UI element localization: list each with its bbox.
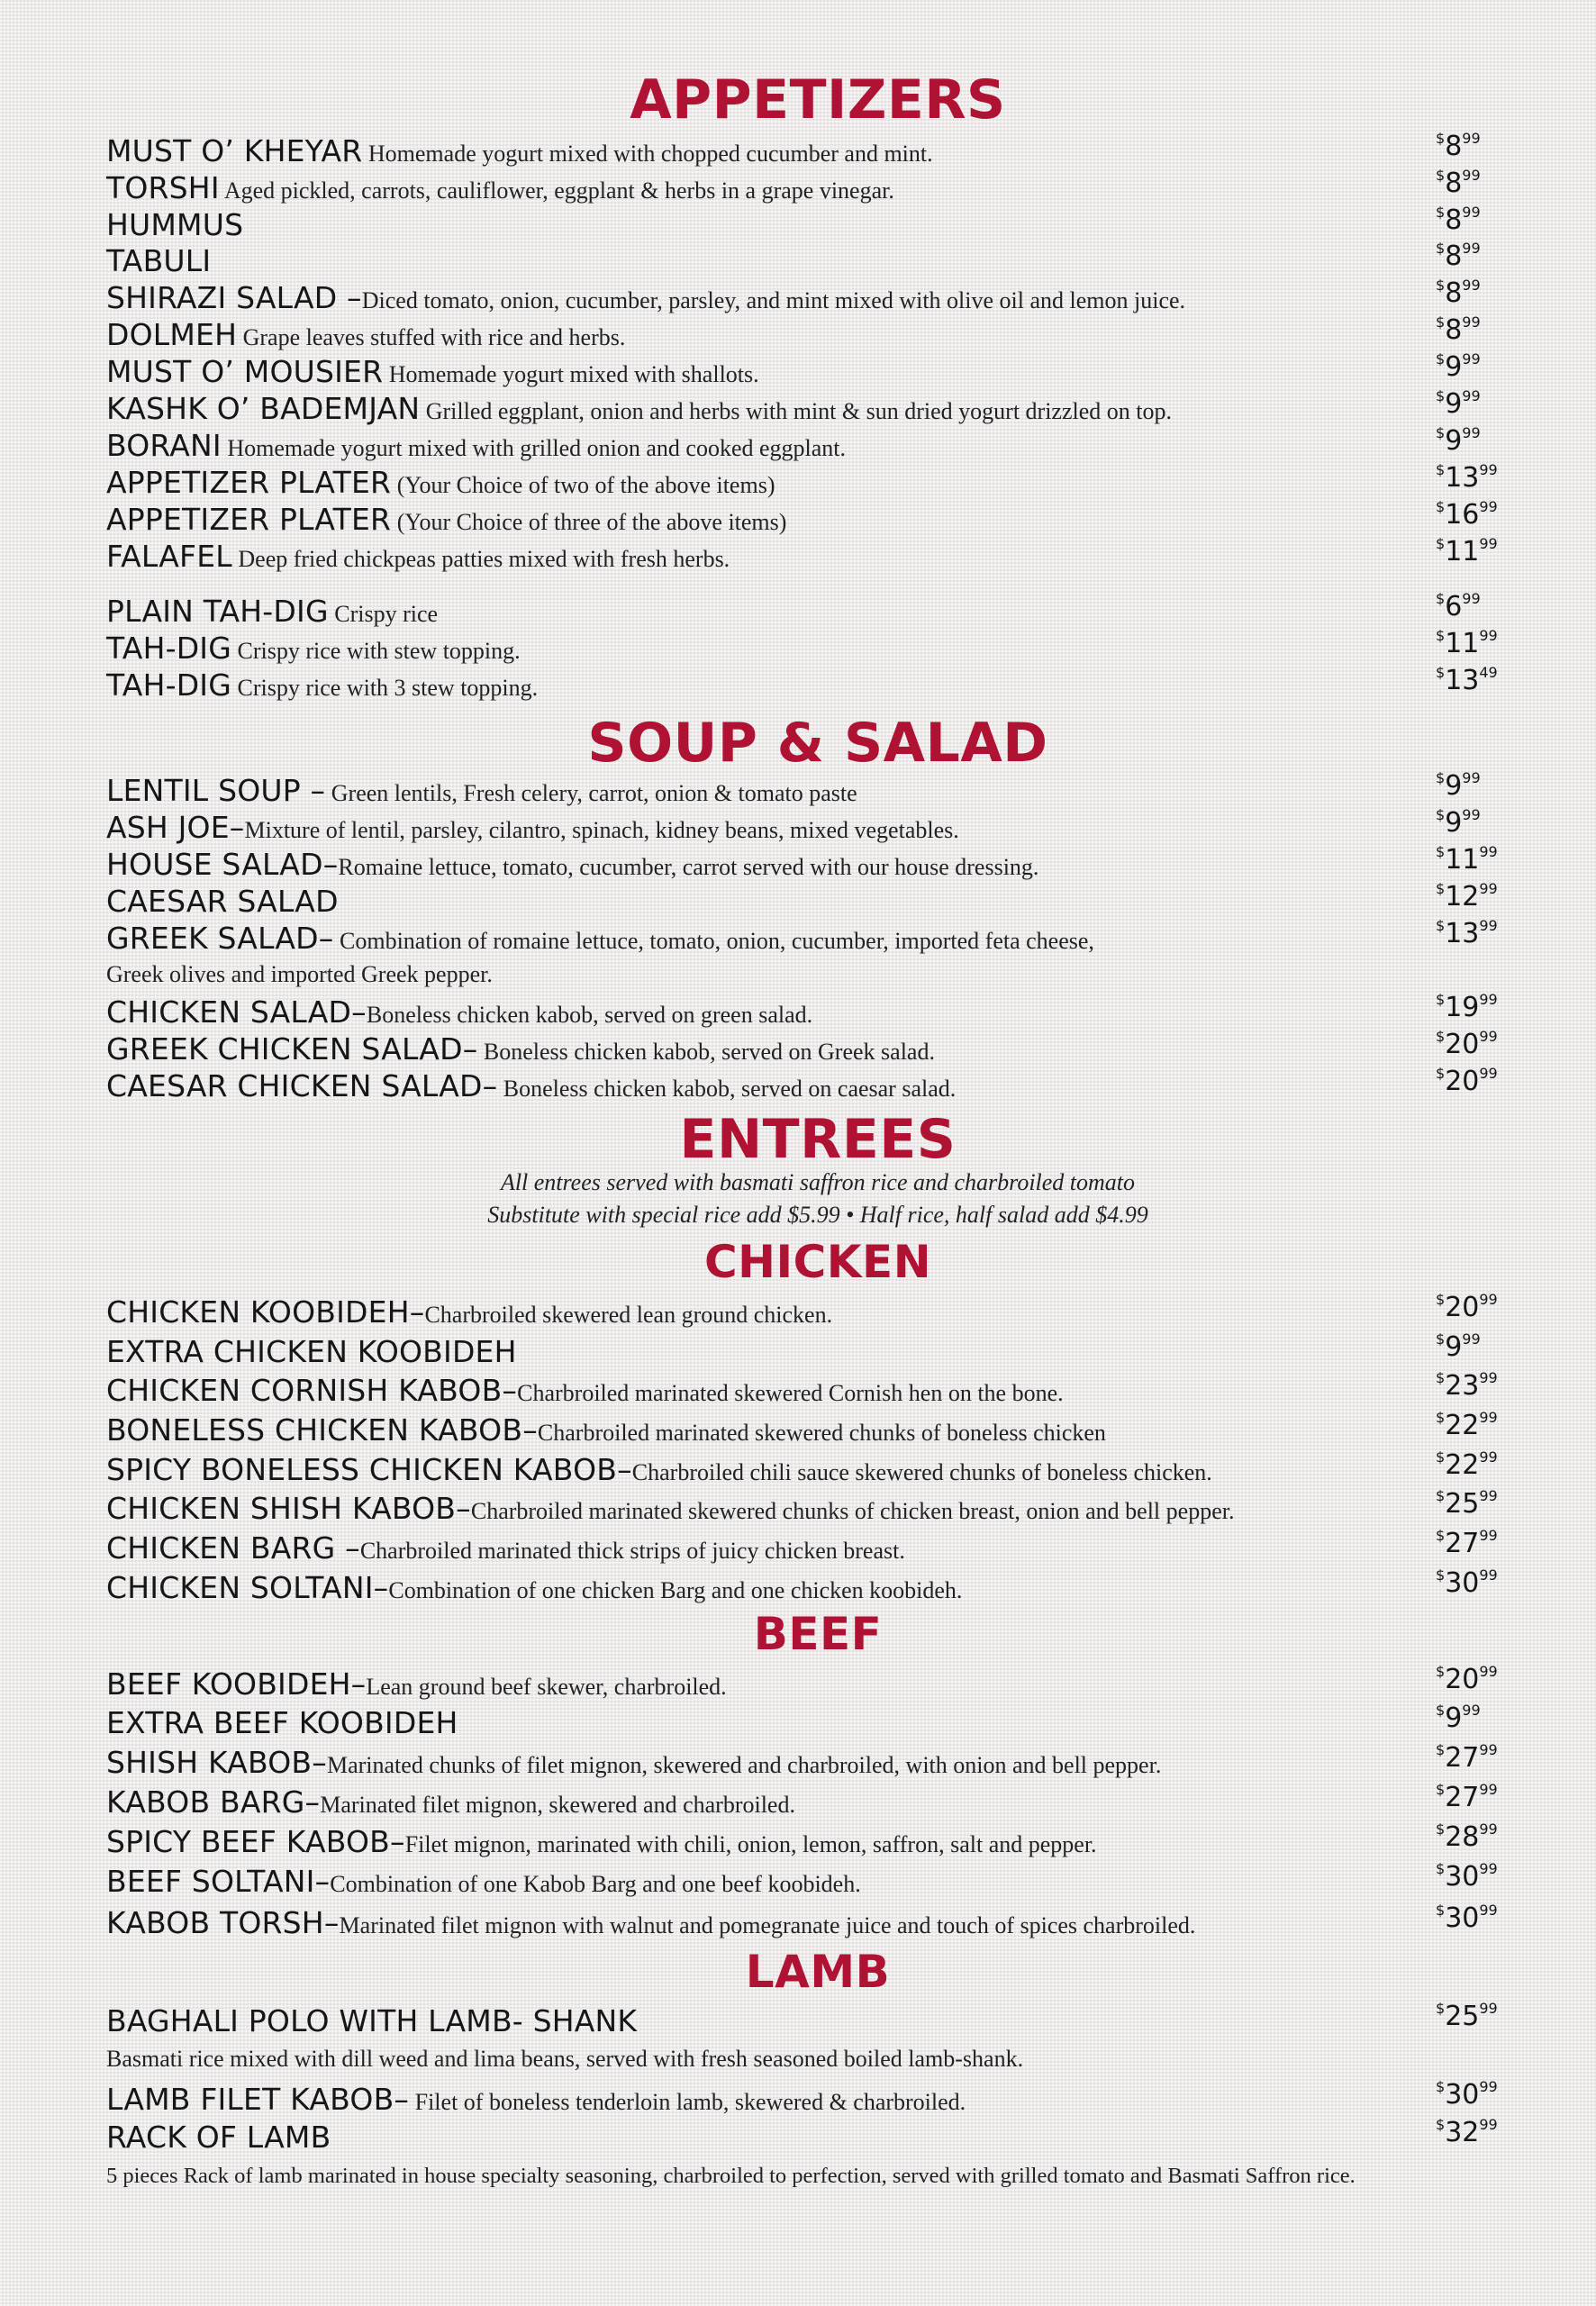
item-name: HOUSE SALAD–: [106, 847, 339, 882]
item-price: $^{\$}6^{99}$: [1436, 590, 1481, 622]
menu-item: [106, 1028, 1520, 1067]
item-desc: Filet mignon, marinated with chili, onion, lemon, saffron, salt and pepper.: [404, 1831, 1097, 1857]
item-price: $^{\$}13^{49}$: [1436, 664, 1498, 696]
item-name: CHICKEN KOOBIDEH–: [106, 1294, 425, 1330]
menu-item: [106, 2078, 1520, 2118]
item-name: EXTRA CHICKEN KOOBIDEH: [106, 1334, 517, 1369]
item-desc: Crispy rice with 3 stew topping.: [231, 675, 539, 701]
menu-item: [106, 387, 1520, 427]
item-desc: Marinated chunks of filet mignon, skewered and charbroiled, with onion and bell pepper.: [326, 1752, 1162, 1778]
item-name: CHICKEN SALAD–: [106, 994, 367, 1030]
item-price: $^{\$}27^{99}$: [1436, 1781, 1498, 1813]
item-desc: Combination of one Kabob Barg and one beef koobideh.: [330, 1871, 861, 1897]
item-name: APPETIZER PLATER: [106, 502, 392, 537]
item-name: LAMB FILET KABOB–: [106, 2082, 410, 2117]
item-price: $^{\$}20^{99}$: [1436, 1291, 1498, 1323]
menu-item: [106, 1902, 1520, 1941]
item-desc: Charbroiled skewered lean ground chicken.: [424, 1302, 833, 1328]
item-name: SPICY BONELESS CHICKEN KABOB–: [106, 1452, 632, 1487]
item-name: ASH JOE–: [106, 810, 245, 845]
item-desc: Marinated filet mignon with walnut and pomegranate juice and touch of spices charbroiled.: [339, 1912, 1196, 1938]
item-price: $^{\$}22^{99}$: [1436, 1448, 1498, 1481]
item-desc: (Your Choice of three of the above items): [391, 509, 787, 535]
item-desc: Filet of boneless tenderloin lamb, skewered & charbroiled.: [409, 2089, 966, 2115]
item-desc: Charbroiled marinated thick strips of juicy chicken breast.: [359, 1538, 905, 1564]
menu-item: [106, 917, 1520, 957]
menu-item: [106, 350, 1520, 390]
item-price: $^{\$}8^{99}$: [1436, 130, 1481, 162]
item-name: APPETIZER PLATER: [106, 465, 392, 500]
item-desc: Charbroiled marinated skewered chunks of boneless chicken: [537, 1420, 1106, 1446]
item-price: $^{\$}11^{99}$: [1436, 627, 1498, 659]
item-desc: (Your Choice of two of the above items): [391, 472, 775, 498]
item-name: CAESAR SALAD: [106, 884, 339, 919]
item-price: $^{\$}16^{99}$: [1436, 498, 1498, 531]
item-price: $^{\$}28^{99}$: [1436, 1820, 1498, 1853]
item-price: $^{\$}8^{99}$: [1436, 240, 1481, 272]
item-desc: Combination of one chicken Barg and one chicken koobideh.: [388, 1577, 963, 1603]
item-price: $^{\$}8^{99}$: [1436, 313, 1481, 346]
item-desc: Marinated filet mignon, skewered and charbroiled.: [320, 1792, 795, 1818]
item-name: KABOB BARG–: [106, 1784, 321, 1820]
menu-item: [106, 240, 1520, 279]
item-name: HUMMUS: [106, 207, 244, 242]
item-price: $^{\$}11^{99}$: [1436, 843, 1498, 876]
item-price: $^{\$}9^{99}$: [1436, 769, 1481, 802]
menu-item: [106, 880, 1520, 920]
item-desc: Deep fried chickpeas patties mixed with fresh herbs.: [231, 546, 730, 572]
menu-item: [106, 843, 1520, 883]
item-price: $^{\$}25^{99}$: [1436, 2000, 1498, 2032]
item-desc: Crispy rice: [328, 601, 439, 627]
menu-item: [106, 1330, 1520, 1370]
menu-item: [106, 627, 1520, 667]
item-desc: Diced tomato, onion, cucumber, parsley, and mint mixed with olive oil and lemon juice.: [361, 287, 1186, 313]
item-desc: Homemade yogurt mixed with chopped cucumber and mint.: [362, 141, 933, 167]
menu-item: [106, 1291, 1520, 1330]
menu-item: [106, 1369, 1520, 1409]
item-name: GREEK SALAD–: [106, 921, 334, 956]
item-desc: Lean ground beef skewer, charbroiled.: [366, 1674, 727, 1700]
menu-item: [106, 277, 1520, 316]
item-name: CHICKEN CORNISH KABOB–: [106, 1373, 518, 1408]
item-desc: Boneless chicken kabob, served on green salad.: [366, 1002, 813, 1028]
item-price: $^{\$}22^{99}$: [1436, 1409, 1498, 1441]
menu-item: [106, 535, 1520, 575]
item-price: $^{\$}30^{99}$: [1436, 2078, 1498, 2111]
menu-item: [106, 424, 1520, 464]
menu-item: [106, 2116, 1520, 2156]
beef-heading: BEEF: [753, 1608, 883, 1660]
menu-item: [106, 461, 1520, 501]
item-price: $^{\$}9^{99}$: [1436, 424, 1481, 457]
item-desc: Mixture of lentil, parsley, cilantro, spinach, kidney beans, mixed vegetables.: [244, 817, 959, 843]
menu-item: [106, 1487, 1520, 1527]
item-name: SHISH KABOB–: [106, 1745, 327, 1780]
item-price: $^{\$}23^{99}$: [1436, 1369, 1498, 1402]
item-name: FALAFEL: [106, 539, 232, 574]
item-name: DOLMEH: [106, 317, 238, 352]
item-desc: Grilled eggplant, onion and herbs with mint & sun dried yogurt drizzled on top.: [420, 398, 1172, 424]
menu-item: [106, 1409, 1520, 1448]
item-price: $^{\$}20^{99}$: [1436, 1065, 1498, 1097]
item-desc: Charbroiled chili sauce skewered chunks of boneless chicken.: [631, 1459, 1212, 1485]
item-price: $^{\$}13^{99}$: [1436, 917, 1498, 949]
item-desc: Homemade yogurt mixed with grilled onion and cooked eggplant.: [221, 435, 847, 461]
item-price: $^{\$}30^{99}$: [1436, 1902, 1498, 1934]
menu-item: [106, 313, 1520, 353]
item-price: $^{\$}9^{99}$: [1436, 1702, 1481, 1734]
item-price: $^{\$}11^{99}$: [1436, 535, 1498, 567]
item-name: MUST O’ KHEYAR: [106, 133, 363, 168]
item-desc: Charbroiled marinated skewered Cornish hen on the bone.: [517, 1380, 1064, 1406]
item-name: TORSHI: [106, 170, 220, 205]
item-name: BEEF SOLTANI–: [106, 1864, 331, 1899]
item-name: TABULI: [106, 243, 212, 278]
item-name: RACK OF LAMB: [106, 2120, 331, 2155]
item-price: $^{\$}32^{99}$: [1436, 2116, 1498, 2148]
item-name: EXTRA BEEF KOOBIDEH: [106, 1705, 458, 1740]
menu-item: [106, 1448, 1520, 1488]
appetizers-heading: APPETIZERS: [630, 68, 1006, 132]
item-name: CHICKEN SOLTANI–: [106, 1570, 389, 1605]
menu-item: [106, 1741, 1520, 1781]
item-desc: Homemade yogurt mixed with shallots.: [383, 361, 759, 387]
item-desc: Charbroiled marinated skewered chunks of chicken breast, onion and bell pepper.: [470, 1498, 1235, 1524]
item-price: $^{\$}9^{99}$: [1436, 350, 1481, 383]
item-name: PLAIN TAH-DIG: [106, 594, 329, 629]
menu-item: [106, 991, 1520, 1030]
entrees-note: All entrees served with basmati saffron rice and charbroiled tomato: [500, 1169, 1136, 1195]
item-desc: Aged pickled, carrots, cauliflower, eggplant & herbs in a grape vinegar.: [219, 177, 894, 204]
lamb-heading: LAMB: [745, 1946, 891, 1998]
menu-item: [106, 1702, 1520, 1741]
item-price: $^{\$}8^{99}$: [1436, 167, 1481, 199]
item-name: BONELESS CHICKEN KABOB–: [106, 1412, 538, 1448]
item-desc: Green lentils, Fresh celery, carrot, onion & tomato paste: [325, 780, 857, 806]
item-price: $^{\$}19^{99}$: [1436, 991, 1498, 1023]
menu-item: [106, 130, 1520, 169]
item-name: TAH-DIG: [106, 631, 232, 666]
item-name: BORANI: [106, 428, 222, 463]
item-name: CAESAR CHICKEN SALAD–: [106, 1068, 498, 1103]
item-name: TAH-DIG: [106, 667, 232, 703]
item-name: SPICY BEEF KABOB–: [106, 1824, 405, 1859]
item-name: GREEK CHICKEN SALAD–: [106, 1031, 478, 1067]
item-desc-continued: Basmati rice mixed with dill weed and lima beans, served with fresh seasoned boiled lamb-shank.: [106, 2046, 1024, 2072]
item-name: CHICKEN SHISH KABOB–: [106, 1491, 471, 1526]
item-price: $^{\$}12^{99}$: [1436, 880, 1498, 912]
item-price: $^{\$}13^{99}$: [1436, 461, 1498, 494]
entrees-heading: ENTREES: [679, 1108, 957, 1171]
menu-item: [106, 1781, 1520, 1820]
item-price: $^{\$}9^{99}$: [1436, 806, 1481, 839]
item-name: KABOB TORSH–: [106, 1905, 340, 1940]
item-price: $^{\$}30^{99}$: [1436, 1860, 1498, 1893]
item-price: $^{\$}30^{99}$: [1436, 1566, 1498, 1599]
item-desc-continued: Greek olives and imported Greek pepper.: [106, 961, 493, 987]
item-name: MUST O’ MOUSIER: [106, 354, 384, 389]
item-desc: Boneless chicken kabob, served on Greek salad.: [477, 1039, 935, 1065]
item-desc: Romaine lettuce, tomato, cucumber, carrot served with our house dressing.: [338, 854, 1039, 880]
item-price: $^{\$}8^{99}$: [1436, 204, 1481, 236]
item-price: $^{\$}8^{99}$: [1436, 277, 1481, 309]
item-desc: Grape leaves stuffed with rice and herbs.: [237, 324, 626, 350]
item-price: $^{\$}25^{99}$: [1436, 1487, 1498, 1520]
menu-item: [106, 806, 1520, 846]
item-price: $^{\$}20^{99}$: [1436, 1663, 1498, 1695]
soup-salad-heading: SOUP & SALAD: [587, 712, 1048, 775]
menu-item: [106, 1663, 1520, 1702]
menu-item: [106, 1566, 1520, 1606]
item-name: KASHK O’ BADEMJAN: [106, 391, 421, 426]
menu-item: [106, 1527, 1520, 1566]
entrees-note: Substitute with special rice add $5.99 • Half rice, half salad add $4.99: [487, 1202, 1148, 1228]
menu-item: [106, 2000, 1520, 2039]
item-price: $^{\$}20^{99}$: [1436, 1028, 1498, 1060]
item-name: LENTIL SOUP –: [106, 773, 326, 808]
chicken-heading: CHICKEN: [703, 1236, 932, 1288]
item-price: $^{\$}27^{99}$: [1436, 1527, 1498, 1559]
menu-item: [106, 204, 1520, 243]
menu-item: [106, 590, 1520, 630]
menu-item: [106, 167, 1520, 206]
item-desc-continued: 5 pieces Rack of lamb marinated in house specialty seasoning, charbroiled to perfection, served with grilled tomato and Basmati Saffron rice.: [106, 2164, 1356, 2188]
item-name: CHICKEN BARG –: [106, 1530, 360, 1566]
item-price: $^{\$}9^{99}$: [1436, 387, 1481, 420]
menu-item: [106, 498, 1520, 538]
item-price: $^{\$}27^{99}$: [1436, 1741, 1498, 1774]
item-desc: Boneless chicken kabob, served on caesar salad.: [497, 1076, 957, 1102]
menu-item: [106, 769, 1520, 809]
menu-item: [106, 1065, 1520, 1104]
menu-item: [106, 1860, 1520, 1900]
item-name: BEEF KOOBIDEH–: [106, 1666, 367, 1702]
item-desc: Crispy rice with stew topping.: [231, 638, 521, 664]
item-name: BAGHALI POLO WITH LAMB- SHANK: [106, 2003, 638, 2038]
item-desc: Combination of romaine lettuce, tomato, onion, cucumber, imported feta cheese,: [333, 928, 1094, 954]
menu-item: [106, 1820, 1520, 1860]
item-name: SHIRAZI SALAD –: [106, 280, 362, 315]
item-price: $^{\$}9^{99}$: [1436, 1330, 1481, 1363]
menu-item: [106, 664, 1520, 704]
